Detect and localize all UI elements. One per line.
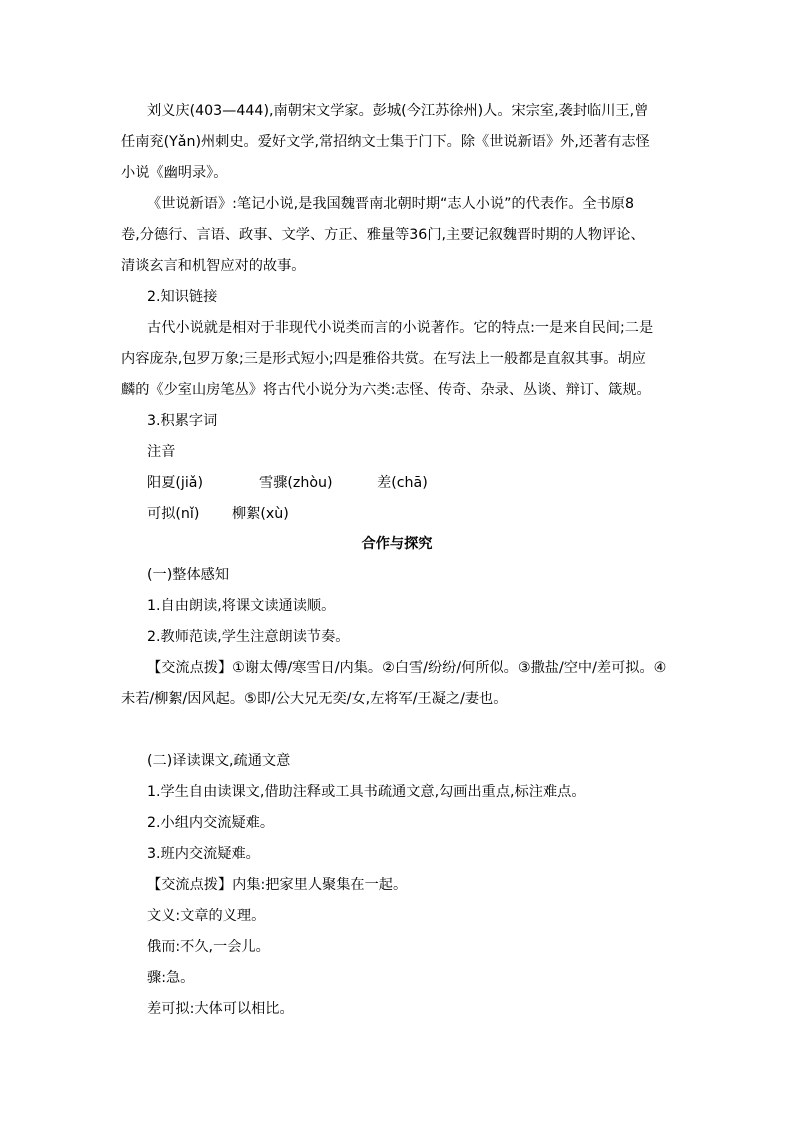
vocab-note: 骤:急。 [147,970,195,986]
vocab-note: 差可拟:大体可以相比。 [147,1001,294,1017]
author-intro-line-2: 任南兖(Yǎn)州刺史。爱好文学,常招纳文士集于门下。除《世说新语》外,还著有志怪 [121,134,650,150]
pronunciation-item: 柳絮(xù) [232,506,289,522]
part2-discussion: 【交流点拨】内集:把家里人聚集在一起。 [147,877,408,893]
section-vocabulary-title: 3.积累字词 [147,413,218,429]
knowledge-link-line-3: 麟的《少室山房笔丛》将古代小说分为六类:志怪、传奇、杂录、丛谈、辩订、箴规。 [121,382,651,398]
book-intro-line-3: 清谈玄言和机智应对的故事。 [121,258,306,274]
part2-item: 3.班内交流疑难。 [147,846,260,862]
part1-title: (一)整体感知 [147,567,230,583]
pronunciation-label: 注音 [147,444,176,460]
book-intro-line-2: 卷,分德行、言语、政事、文学、方正、雅量等36门,主要记叙魏晋时期的人物评论、 [121,227,645,243]
part2-item: 1.学生自由读课文,借助注释或工具书疏通文意,勾画出重点,标注难点。 [147,784,586,800]
part1-item: 1.自由朗读,将课文读通读顺。 [147,598,336,614]
part1-discussion-line-2: 未若/柳絮/因风起。⑤即/公大兄无奕/女,左将军/王凝之/妻也。 [121,691,508,707]
part2-title: (二)译读课文,疏通文意 [147,753,291,769]
author-intro-line-3: 小说《幽明录》。 [121,165,228,181]
part2-item: 2.小组内交流疑难。 [147,815,275,831]
cooperation-exploration-heading: 合作与探究 [361,536,433,552]
part1-item: 2.教师范读,学生注意朗读节奏。 [147,629,350,645]
pronunciation-item: 可拟(nǐ) [147,506,200,522]
knowledge-link-line-1: 古代小说就是相对于非现代小说类而言的小说著作。它的特点:一是来自民间;二是 [147,320,654,336]
vocab-note: 俄而:不久,一会儿。 [147,939,270,955]
pronunciation-item: 雪骤(zhòu) [259,475,333,491]
vocab-note: 文义:文章的义理。 [147,908,266,924]
knowledge-link-line-2: 内容庞杂,包罗万象;三是形式短小;四是雅俗共赏。在写法上一般都是直叙其事。胡应 [121,351,646,367]
book-intro-line-1: 《世说新语》:笔记小说,是我国魏晋南北朝时期“志人小说”的代表作。全书原8 [147,196,635,212]
author-intro-line-1: 刘义庆(403—444),南朝宋文学家。彭城(今江苏徐州)人。宋宗室,袭封临川王,曾 [147,103,649,119]
pronunciation-item: 差(chā) [377,475,428,491]
pronunciation-item: 阳夏(jiǎ) [147,475,204,491]
part1-discussion-line-1: 【交流点拨】①谢太傅/寒雪日/内集。②白雪/纷纷/何所似。③撒盐/空中/差可拟。④ [147,660,667,676]
section-knowledge-link-title: 2.知识链接 [147,289,218,305]
